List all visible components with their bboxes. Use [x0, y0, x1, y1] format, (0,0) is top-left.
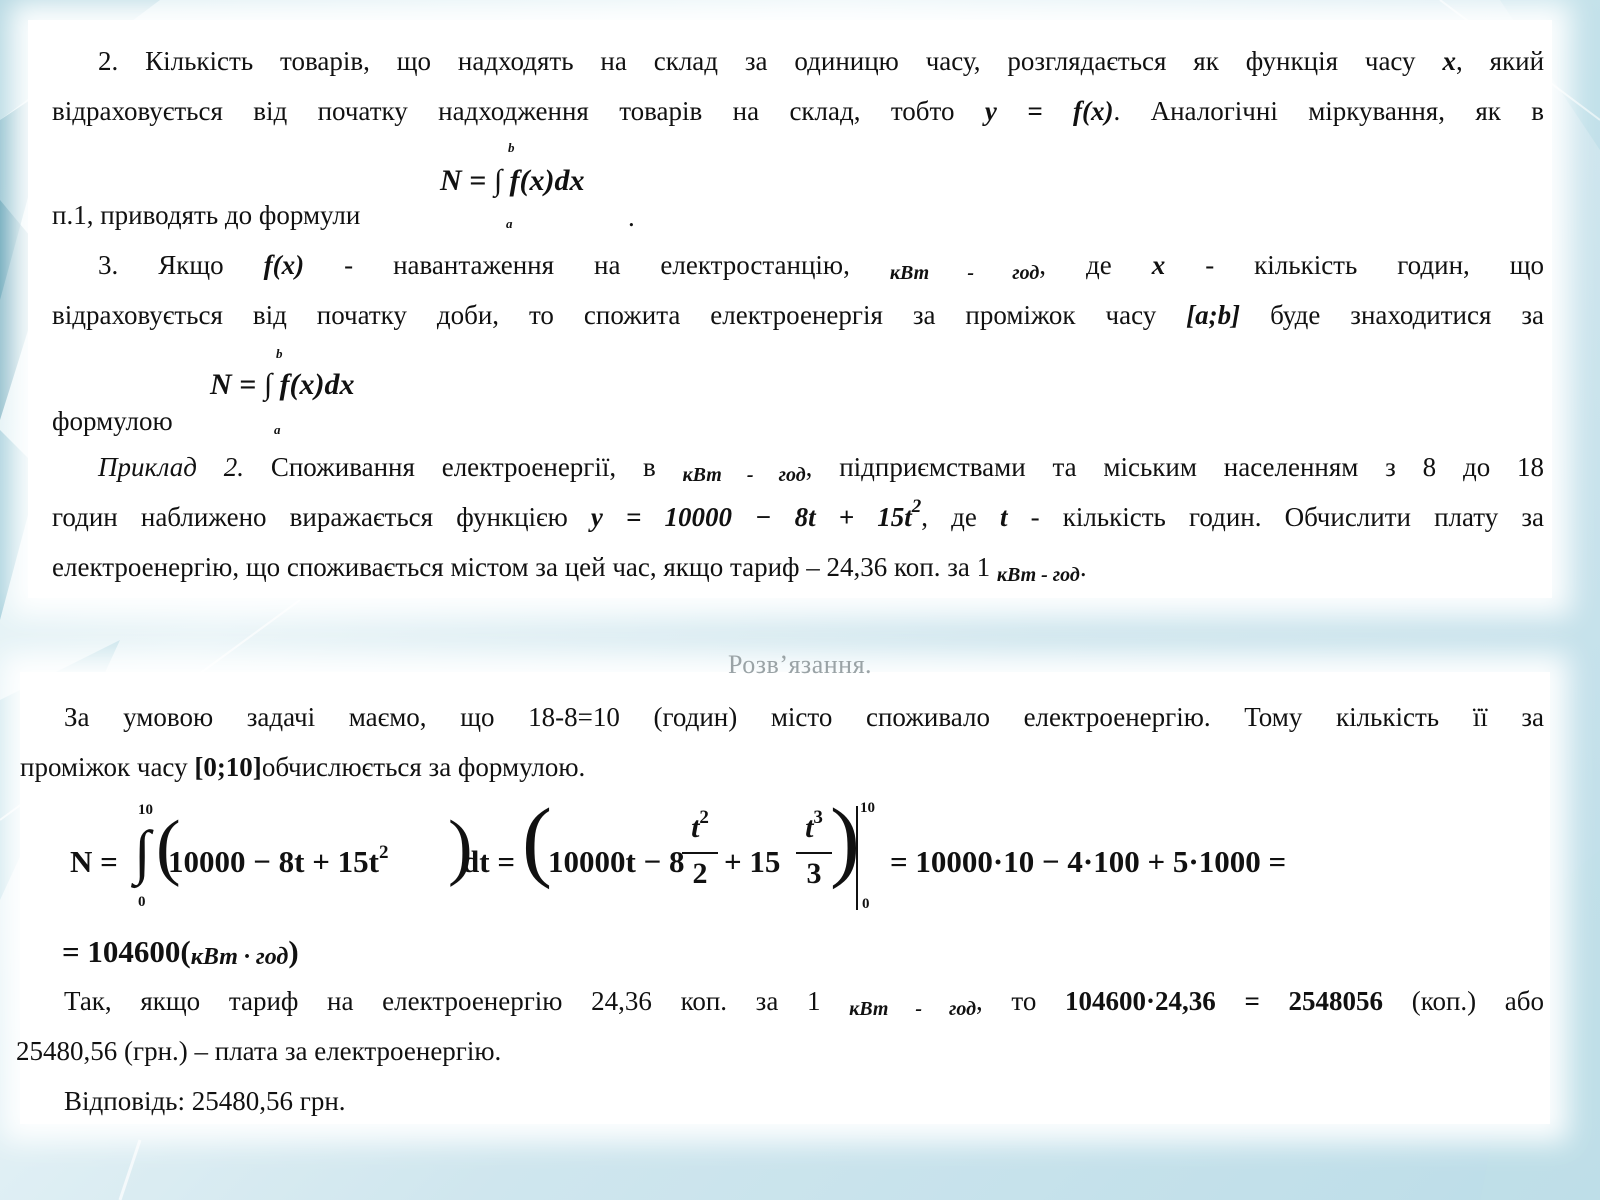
solution-line1: За умовою задачі маємо, що 18-8=10 (годин) місто споживало електроенергію. Тому кількість її за	[64, 702, 1544, 732]
var-x: x	[1151, 250, 1166, 280]
paragraph3-line1: 3. Якщо f(x) - навантаження на електростанцію, кВт - год, де x - кількість годин, що	[98, 250, 1545, 284]
unit-kwh: кВт - год	[889, 262, 1040, 284]
main-equation: N = 10 ∫ 0 ( $10000 - 8t + 15t^2$ ) dt = ( 10000t − 8 $\frac{t^2}{2}$ + 15 $\frac{t^3}{3}$ ) 10 0 = 10000·10 − 4·100 + 5·1000 =	[70, 791, 1287, 912]
formula-y-fx: y = f(x)	[984, 96, 1114, 126]
formula-y-t: y = 10000 − 8t + 15t	[590, 502, 912, 532]
formula-integral-1: b N = ∫ f(x)dx a	[440, 140, 585, 231]
example-line2: годин наближено виражається функцією $y = 10000 - 8t + 15t^2$, де t - кількість годин. Обчислити плату за	[52, 496, 1545, 532]
paragraph2-line1: 2. Кількість товарів, що надходять на склад за одиницю часу, розглядається як функція часу x, який	[98, 46, 1545, 76]
result-line: = 104600(кВт · год)	[62, 934, 299, 970]
solution-heading: Розв’язання.	[727, 650, 873, 679]
example-label: Приклад 2.	[98, 452, 244, 482]
tariff-line: Так, якщо тариф на електроенергію 24,36 коп. за 1 кВт - год, то 104600·24,36 = 2548056 (коп.) або	[64, 986, 1545, 1020]
unit-kwh: кВт - год	[849, 998, 976, 1020]
paragraph3-line3: формулою	[52, 406, 173, 436]
paragraph2-line3: п.1, приводять до формули	[52, 200, 361, 230]
example-line1: Приклад 2. Споживання електроенергії, в кВт - год, підприємствами та міським населенням з 8 до 18	[52, 450, 1544, 487]
unit-kwh: кВт - год	[682, 464, 806, 486]
interval-0-10: [0;10]	[194, 752, 262, 782]
payment-line: 25480,56 (грн.) – плата за електроенергію.	[16, 1036, 502, 1066]
interval-ab: [a;b]	[1186, 300, 1241, 330]
period: .	[628, 202, 635, 232]
example-line3: електроенергію, що споживається містом за цей час, якщо тариф – 24,36 коп. за 1 кВт - год.	[52, 552, 1087, 586]
unit-kwh: кВт - год	[996, 564, 1080, 586]
solution-line2: проміжок часу [0;10]обчислюється за формулою.	[20, 752, 586, 782]
answer-line: Відповідь: 25480,56 грн.	[64, 1086, 346, 1116]
paragraph3-line2: відраховується від початку доби, то спожита електроенергія за проміжок часу [a;b] буде знаходитися за	[52, 300, 1545, 330]
var-t: t	[999, 502, 1008, 532]
paragraph2-line2: відраховується від початку надходження товарів на склад, тобто y = f(x). Аналогічні міркування, як в	[52, 96, 1545, 126]
formula-integral-2: b N = ∫ f(x)dx a	[210, 346, 355, 437]
var-x: x	[1442, 46, 1456, 76]
tariff-calculation: 104600·24,36 = 2548056	[1065, 986, 1384, 1016]
fx: f(x)	[263, 250, 305, 280]
